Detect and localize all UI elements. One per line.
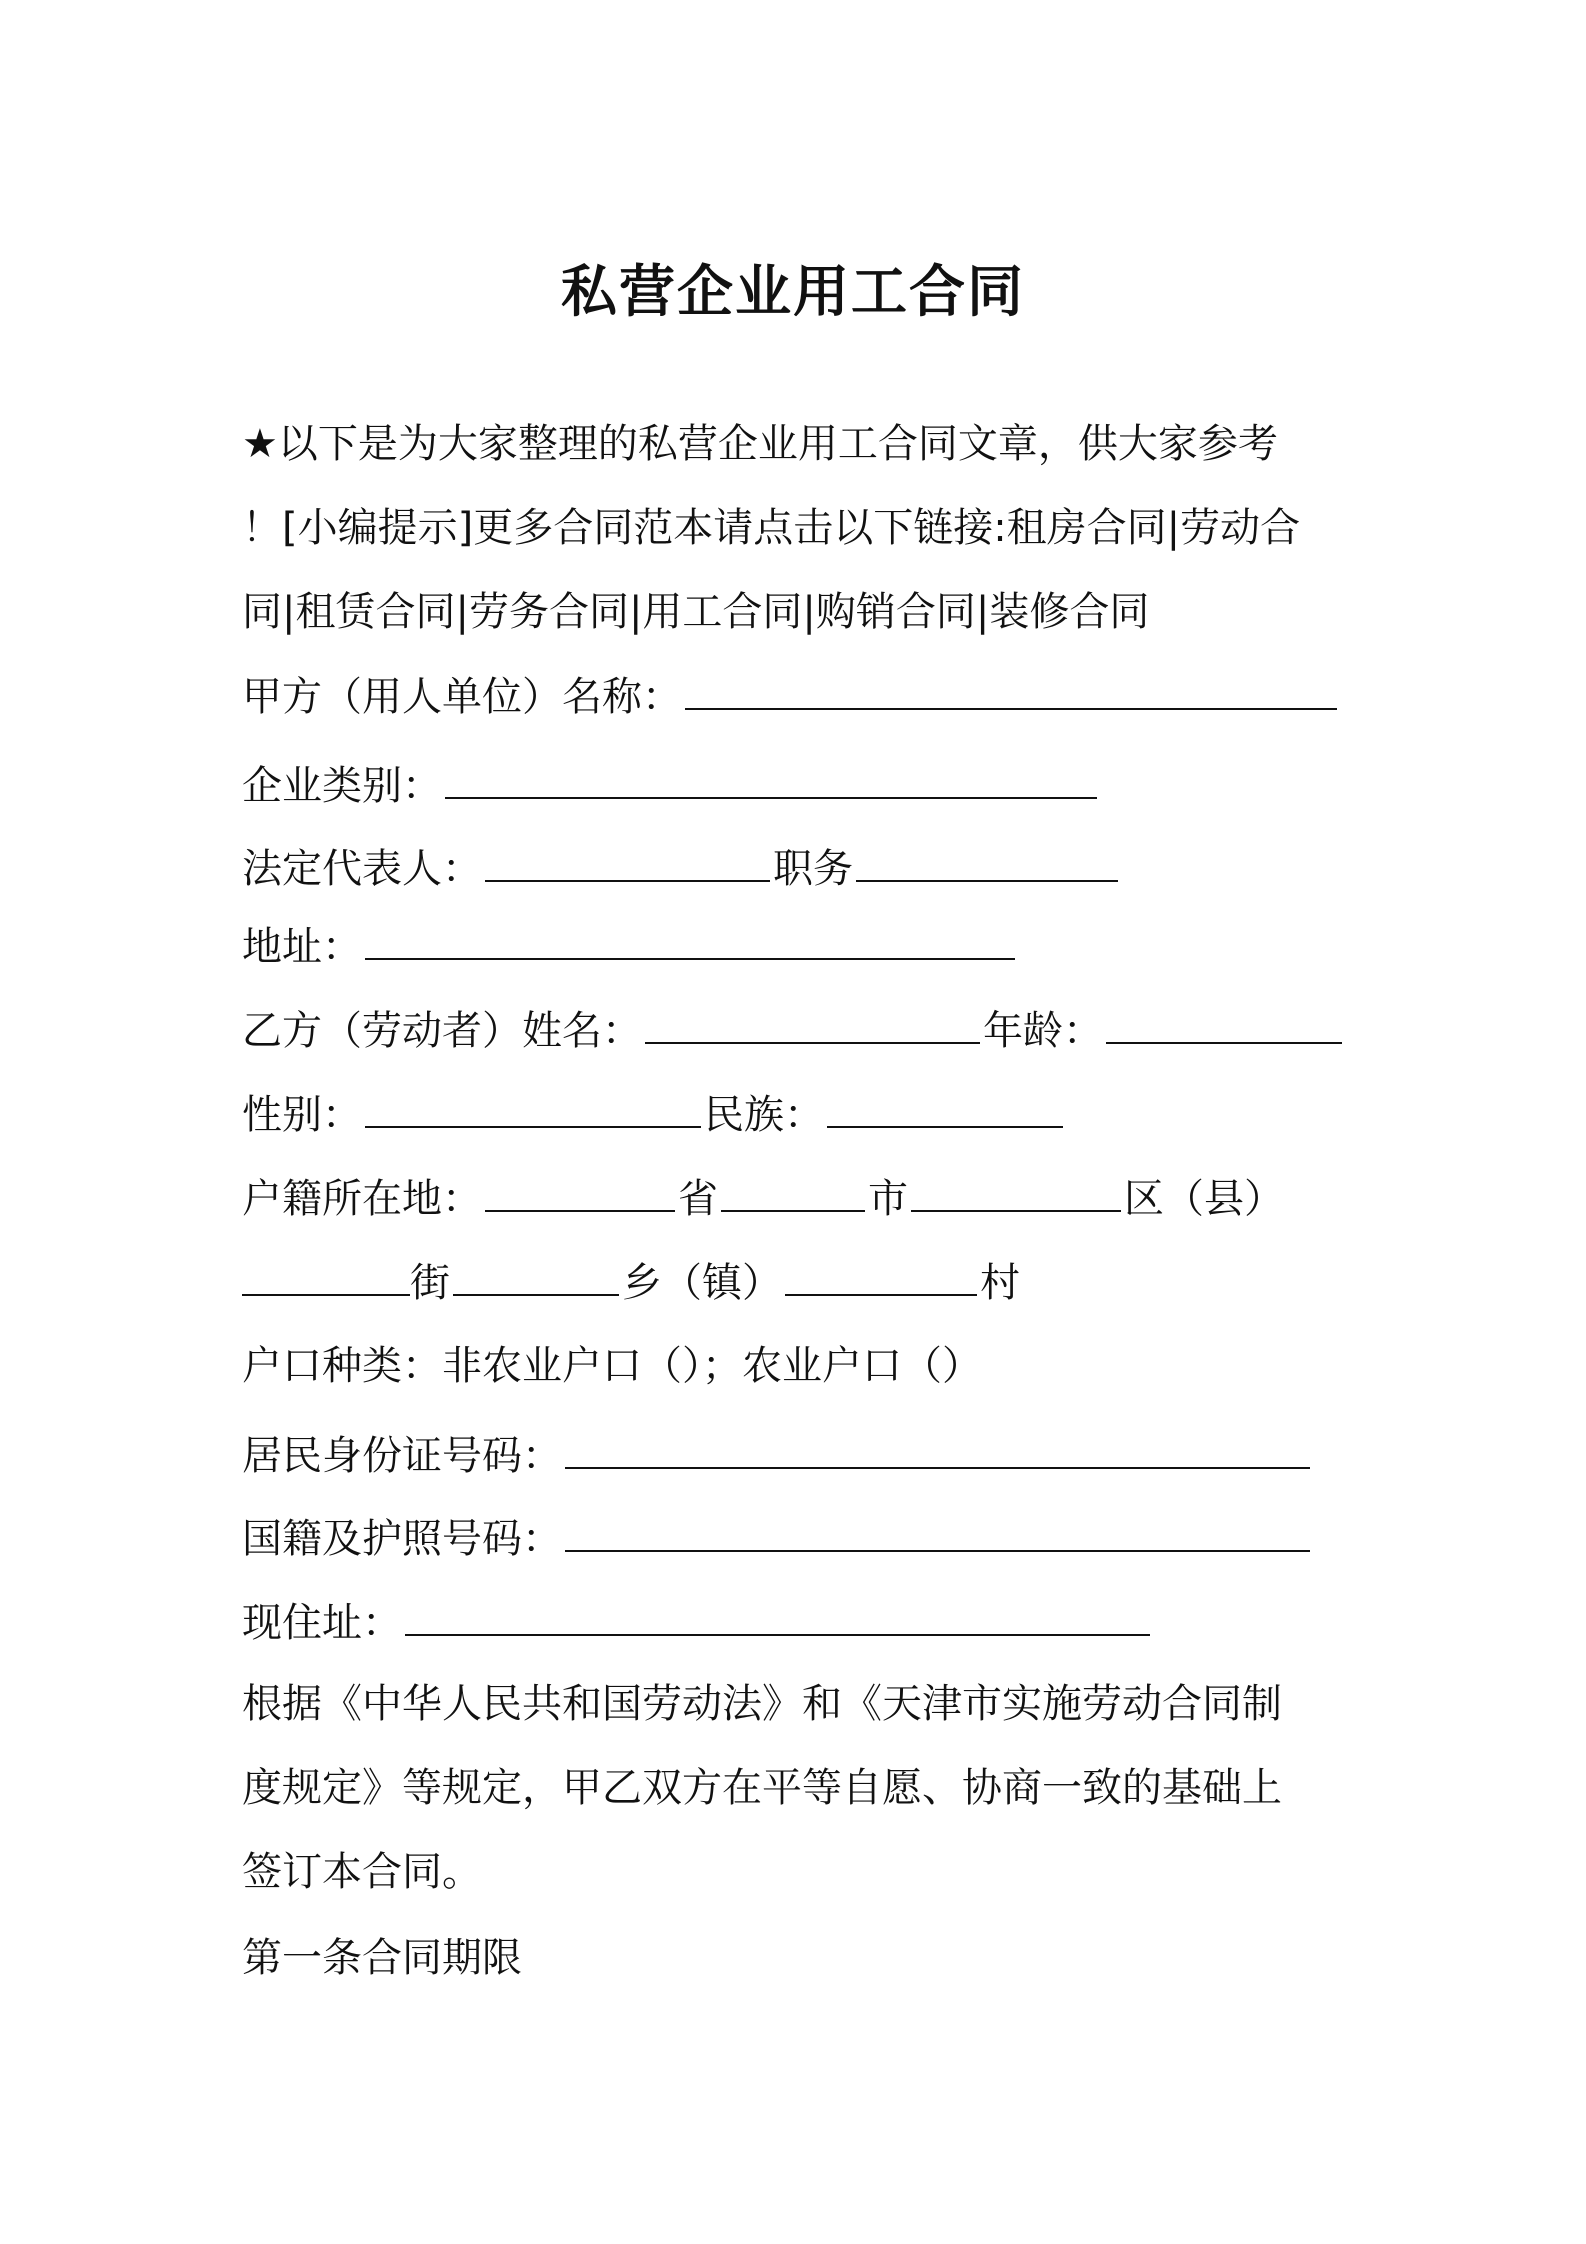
legal-rep-label: 法定代表人： xyxy=(242,846,482,892)
domicile-row-2 xyxy=(242,1254,1020,1311)
preamble-line-2: 度规定》等规定，甲乙双方在平等自愿、协商一致的基础上 xyxy=(242,1765,1282,1811)
current-address-label: 现住址： xyxy=(242,1600,402,1646)
current-address-blank xyxy=(405,1594,1150,1636)
passport-label: 国籍及护照号码： xyxy=(242,1516,562,1562)
domicile-township-blank xyxy=(453,1254,619,1296)
intro-line-1: ★以下是为大家整理的私营企业用工合同文章，供大家参考 xyxy=(242,421,1278,467)
domicile-village-blank xyxy=(785,1254,977,1296)
position-label: 职务 xyxy=(773,846,853,892)
age-label: 年龄： xyxy=(983,1008,1103,1054)
domicile-label: 户籍所在地： xyxy=(242,1176,482,1222)
domicile-row xyxy=(242,1170,1284,1227)
ethnicity-label: 民族： xyxy=(704,1092,824,1138)
province-label: 省 xyxy=(678,1176,718,1222)
ethnicity-blank xyxy=(827,1086,1063,1128)
street-label: 街 xyxy=(410,1260,450,1306)
intro-line-3: 同|租赁合同|劳务合同|用工合同|购销合同|装修合同 xyxy=(242,589,1150,635)
township-label: 乡（镇） xyxy=(622,1260,782,1306)
party-b-name-label: 乙方（劳动者）姓名： xyxy=(242,1008,642,1054)
hukou-type-row: 户口种类：非农业户口（）；农业户口（） xyxy=(242,1343,982,1389)
document-title: 私营企业用工合同 xyxy=(561,260,1025,325)
party-a-name-label: 甲方（用人单位）名称： xyxy=(242,674,682,720)
id-number-label: 居民身份证号码： xyxy=(242,1433,562,1479)
age-blank xyxy=(1106,1002,1342,1044)
party-b-name-row xyxy=(242,1002,1345,1059)
current-address-row xyxy=(242,1594,1153,1651)
party-a-name-row xyxy=(242,668,1340,725)
position-blank xyxy=(856,840,1118,882)
legal-rep-blank xyxy=(485,840,770,882)
passport-blank xyxy=(565,1510,1310,1552)
party-a-address-row xyxy=(242,918,1018,975)
domicile-city-blank xyxy=(721,1170,865,1212)
article-1-heading: 第一条合同期限 xyxy=(242,1935,522,1981)
domicile-district-blank xyxy=(911,1170,1121,1212)
party-a-name-blank xyxy=(685,668,1337,710)
company-category-label: 企业类别： xyxy=(242,763,442,809)
gender-label: 性别： xyxy=(242,1092,362,1138)
gender-row xyxy=(242,1086,1066,1143)
preamble-line-1: 根据《中华人民共和国劳动法》和《天津市实施劳动合同制 xyxy=(242,1681,1282,1727)
id-number-blank xyxy=(565,1427,1310,1469)
company-category-blank xyxy=(445,757,1097,799)
preamble-line-3: 签订本合同。 xyxy=(242,1849,482,1895)
passport-row xyxy=(242,1510,1313,1567)
city-label: 市 xyxy=(868,1176,908,1222)
company-category-row xyxy=(242,757,1100,814)
village-label: 村 xyxy=(980,1260,1020,1306)
domicile-province-blank xyxy=(485,1170,675,1212)
id-number-row xyxy=(242,1427,1313,1484)
gender-blank xyxy=(365,1086,701,1128)
legal-rep-row xyxy=(242,840,1121,897)
party-a-address-blank xyxy=(365,918,1015,960)
district-label: 区（县） xyxy=(1124,1176,1284,1222)
party-b-name-blank xyxy=(645,1002,980,1044)
domicile-street-blank xyxy=(242,1254,410,1296)
intro-line-2: ！[小编提示]更多合同范本请点击以下链接:租房合同|劳动合 xyxy=(242,505,1301,551)
party-a-address-label: 地址： xyxy=(242,924,362,970)
